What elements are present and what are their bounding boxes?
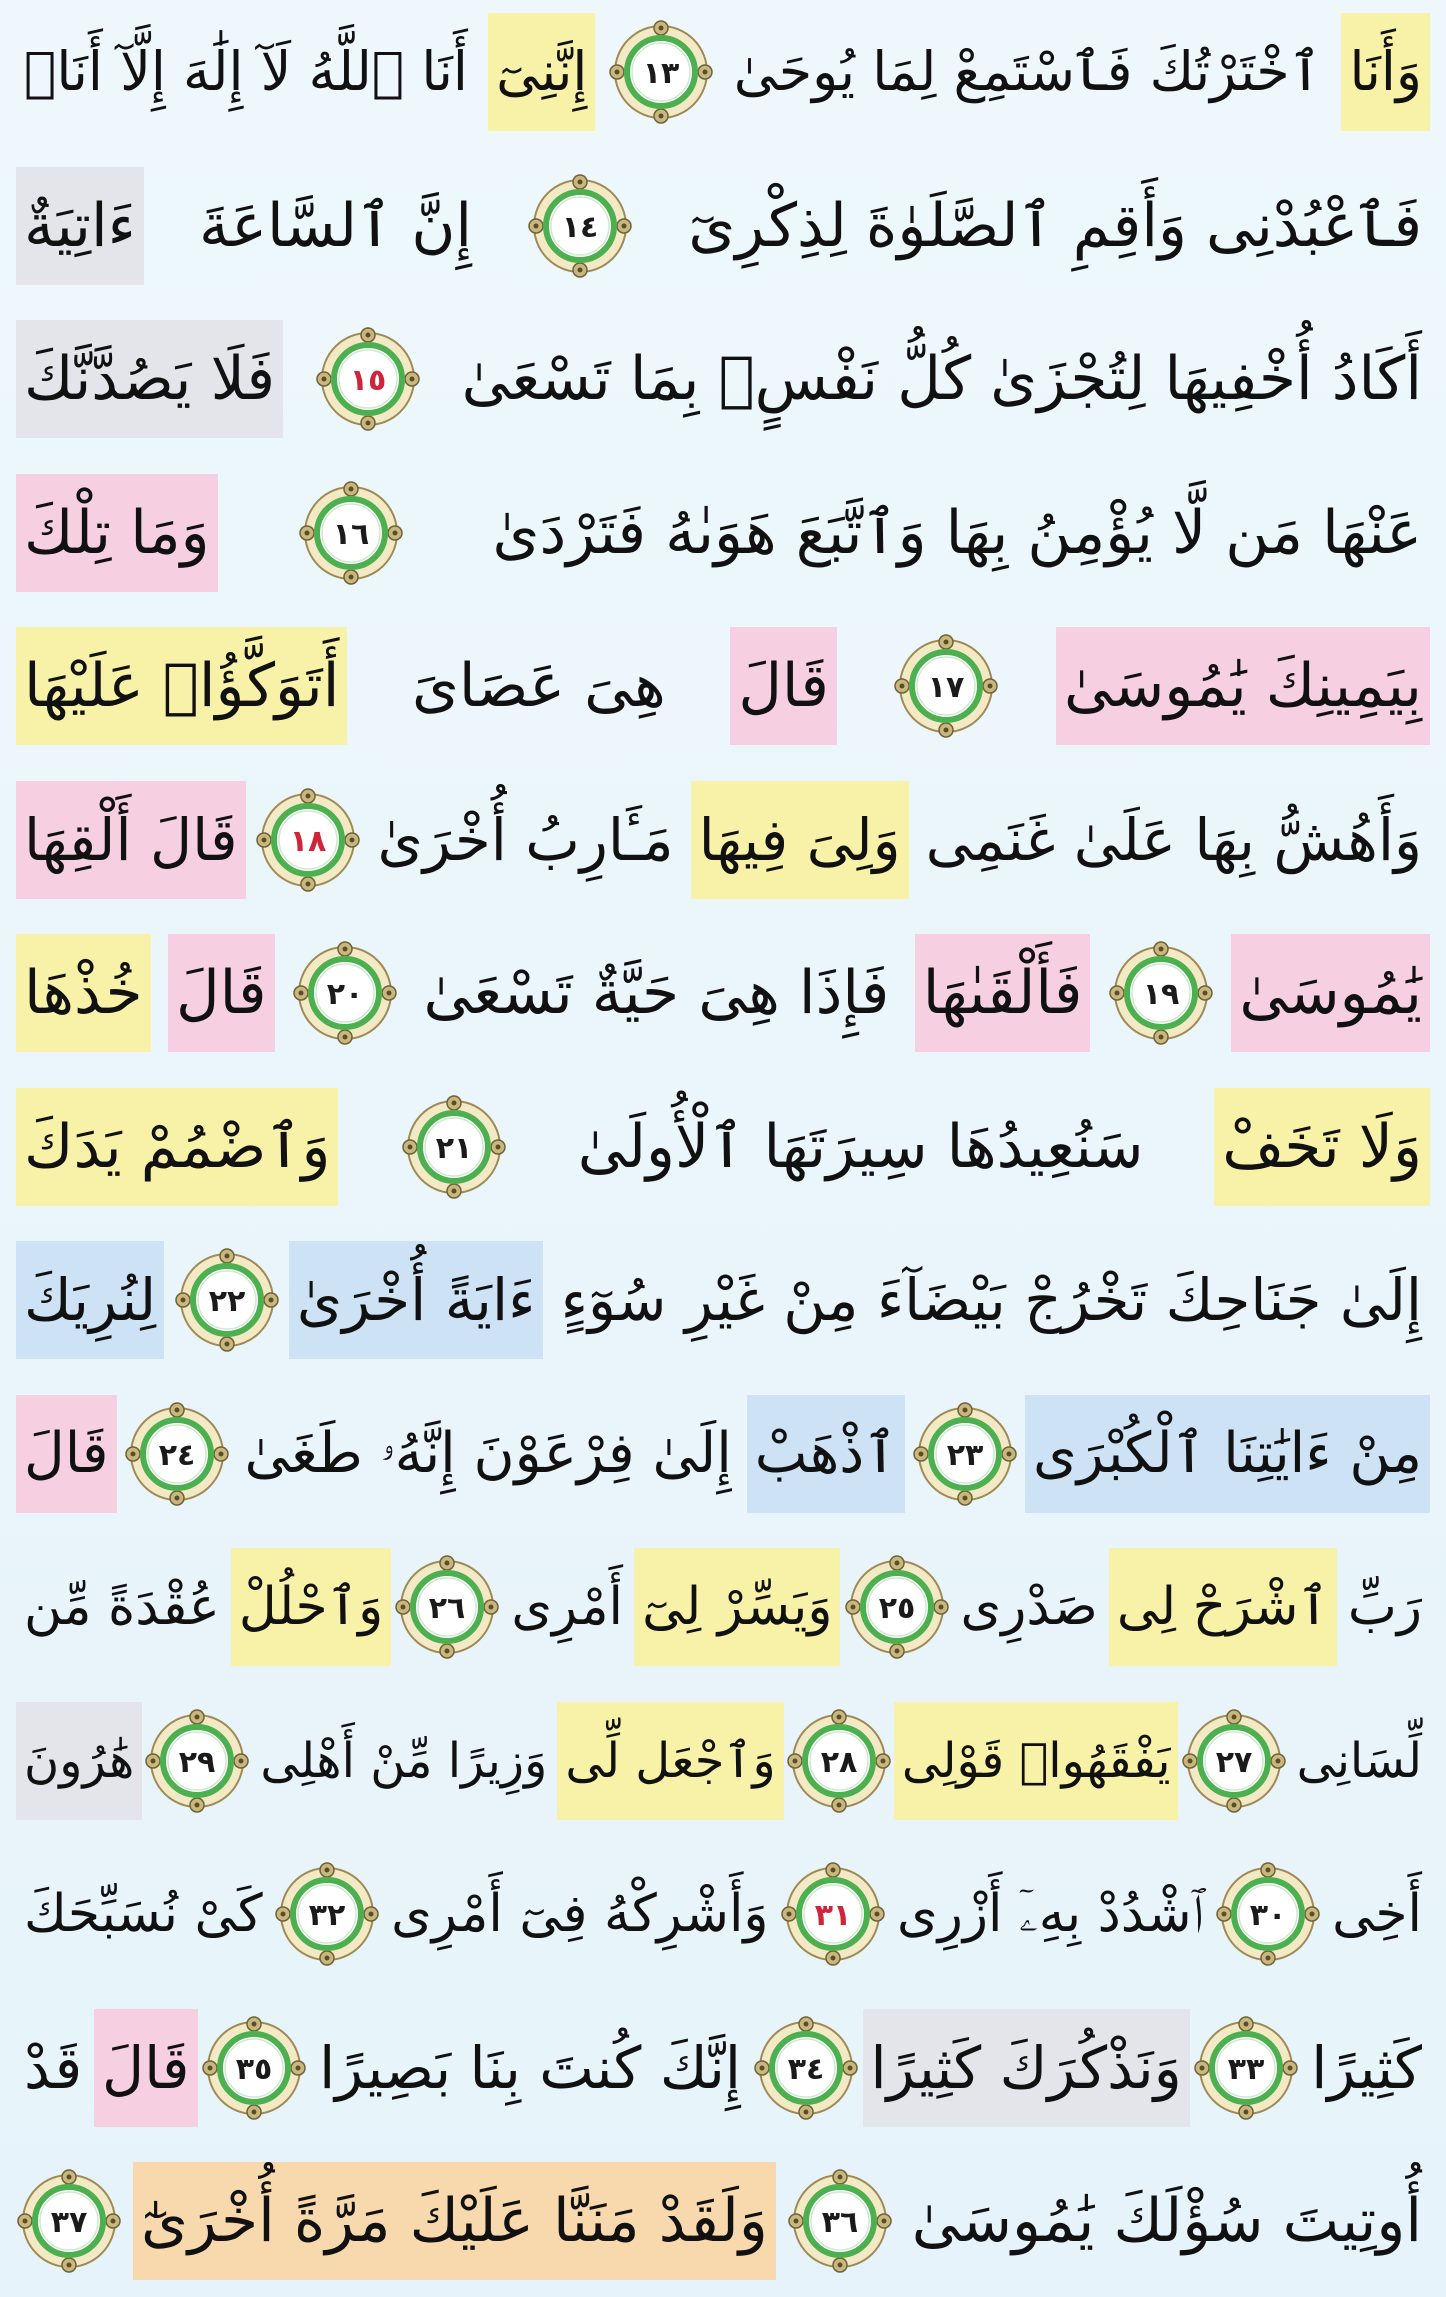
verse-text: فَإِذَا هِىَ حَيَّةٌ تَسْعَىٰ	[423, 958, 890, 1028]
ayah-number-marker	[201, 2015, 307, 2121]
ayah-number: ٢٩	[179, 1744, 216, 1780]
ayah-number-marker	[174, 1247, 280, 1353]
highlighted-word-group: لِنُرِيَكَ	[16, 1241, 164, 1359]
verse-text: إِلَىٰ فِرْعَوْنَ إِنَّهُۥ طَغَىٰ	[244, 1420, 732, 1486]
ayah-number: ١٥	[350, 363, 387, 398]
highlighted-word-group: بِيَمِينِكَ يَٰمُوسَىٰ	[1056, 627, 1430, 745]
verse-line	[16, 2000, 1430, 2136]
ayah-number-marker	[274, 1861, 380, 1967]
verse-line	[16, 1539, 1430, 1675]
ayah-number: ٣١	[814, 1898, 852, 1933]
verse-text: أَمْرِى	[511, 1577, 624, 1637]
ayah-number-marker	[292, 940, 398, 1046]
highlighted-word-group: خُذْهَا	[16, 934, 151, 1052]
verse-text: أَنَا ٱللَّهُ لَآ إِلَٰهَ إِلَّآ أَنَا۠	[24, 40, 468, 103]
highlighted-word-group: فَأَلْقَىٰهَا	[915, 934, 1091, 1052]
highlighted-word-group: قَالَ	[94, 2009, 198, 2127]
ayah-number-marker	[1181, 1708, 1287, 1814]
ayah-number-marker	[394, 1554, 500, 1660]
highlighted-word-group: مِنْ ءَايَٰتِنَا ٱلْكُبْرَى	[1025, 1395, 1430, 1513]
highlighted-word-group: ءَاتِيَةٌ	[16, 167, 144, 285]
highlighted-word-group: ٱشْرَحْ لِى	[1109, 1548, 1337, 1666]
verse-line	[16, 2153, 1430, 2289]
highlighted-word-group: قَالَ أَلْقِهَا	[16, 781, 246, 899]
highlighted-word-group: وَٱجْعَل لِّى	[557, 1702, 783, 1820]
ayah-number: ٣٦	[821, 2205, 859, 2240]
ayah-number: ١٣	[642, 56, 679, 91]
verse-text: وَأَشْرِكْهُ فِىٓ أَمْرِى	[391, 1884, 769, 1944]
verse-text: إِلَىٰ جَنَاحِكَ تَخْرُجْ بَيْضَآءَ مِنْ غَيْرِ سُوٓءٍ	[560, 1266, 1422, 1334]
verse-text: مَـَٔارِبُ أُخْرَىٰ	[377, 805, 674, 874]
ayah-number-marker	[787, 2168, 893, 2274]
ayah-number: ٢٨	[820, 1744, 858, 1780]
ayah-number: ٣٣	[1228, 2051, 1265, 2087]
verse-line	[16, 772, 1430, 908]
highlighted-word-group: قَالَ	[730, 627, 837, 745]
ayah-number-marker	[124, 1401, 230, 1507]
verse-line	[16, 1693, 1430, 1829]
ayah-number-marker	[1108, 940, 1214, 1046]
ayah-number-marker	[1193, 2015, 1299, 2121]
ayah-number-marker	[16, 2168, 122, 2274]
ayah-number-marker	[1215, 1861, 1321, 1967]
ayah-number: ٣٢	[308, 1898, 346, 1933]
highlighted-word-group: وَٱحْلُلْ	[231, 1548, 391, 1666]
verse-text: عَنْهَا مَن لَّا يُؤْمِنُ بِهَا وَٱتَّبَعَ هَوَىٰهُ فَتَرْدَىٰ	[492, 497, 1422, 568]
verse-text: هِىَ عَصَاىَ	[411, 651, 666, 721]
verse-text: ٱخْتَرْتُكَ فَٱسْتَمِعْ لِمَا يُوحَىٰ	[733, 40, 1322, 103]
verse-text: عُقْدَةً مِّن	[24, 1577, 220, 1637]
ayah-number-marker	[401, 1094, 507, 1200]
verse-text: أَخِى	[1332, 1884, 1422, 1944]
verse-text: كَثِيرًا	[1311, 2033, 1422, 2102]
ayah-number-marker	[527, 173, 633, 279]
ayah-number-marker	[144, 1708, 250, 1814]
verse-text: وَزِيرًا مِّنْ أَهْلِى	[260, 1732, 548, 1789]
verse-text: أَكَادُ أُخْفِيهَا لِتُجْزَىٰ كُلُّ نَفْسٍۭ بِمَا تَسْعَىٰ	[461, 344, 1422, 414]
verse-line	[16, 158, 1430, 294]
verse-text: كَىْ نُسَبِّحَكَ	[24, 1884, 263, 1944]
verse-line	[16, 465, 1430, 601]
ayah-number-marker	[786, 1708, 892, 1814]
ayah-number-marker	[780, 1861, 886, 1967]
verse-text: لِّسَانِى	[1296, 1732, 1422, 1789]
ayah-number: ٢١	[435, 1130, 473, 1166]
highlighted-word-group: وَٱضْمُمْ يَدَكَ	[16, 1088, 338, 1206]
verse-line	[16, 1386, 1430, 1522]
ayah-number: ٣٧	[50, 2205, 88, 2240]
verse-line	[16, 1079, 1430, 1215]
ayah-number: ٣٠	[1249, 1898, 1287, 1933]
ayah-number: ٢٣	[946, 1437, 984, 1473]
ayah-number: ١٨	[289, 823, 326, 859]
ayah-number: ٣٤	[787, 2051, 825, 2087]
highlighted-word-group: ٱذْهَبْ	[747, 1395, 905, 1513]
highlighted-word-group: وَلَقَدْ مَنَنَّا عَلَيْكَ مَرَّةً أُخْرَىٰٓ	[133, 2162, 776, 2280]
ayah-number: ٢٤	[158, 1437, 195, 1473]
verse-text: إِنَّ ٱلسَّاعَةَ	[199, 190, 473, 261]
verse-text: ٱشْدُدْ بِهِۦٓ أَزْرِى	[897, 1884, 1204, 1944]
verse-text: سَنُعِيدُهَا سِيرَتَهَا ٱلْأُولَىٰ	[577, 1111, 1144, 1182]
highlighted-word-group: وَيَسِّرْ لِىٓ	[634, 1548, 840, 1666]
ayah-number-marker	[844, 1554, 950, 1660]
verse-text: إِنَّكَ كُنتَ بِنَا بَصِيرًا	[319, 2033, 741, 2102]
ayah-number: ٣٥	[235, 2051, 273, 2087]
highlighted-word-group: قَالَ	[168, 934, 275, 1052]
highlighted-word-group: وَأَنَا	[1341, 13, 1430, 131]
verse-line	[16, 925, 1430, 1061]
verse-line	[16, 618, 1430, 754]
ayah-number: ١٧	[928, 670, 965, 705]
highlighted-word-group: فَلَا يَصُدَّنَّكَ	[16, 320, 283, 438]
highlighted-word-group: وَلِىَ فِيهَا	[691, 781, 909, 899]
highlighted-word-group: قَالَ	[16, 1395, 117, 1513]
highlighted-word-group: إِنَّنِىٓ	[488, 13, 595, 131]
highlighted-word-group: هَٰرُونَ	[16, 1702, 142, 1820]
ayah-number-marker	[608, 19, 714, 125]
ayah-number: ١٩	[1142, 977, 1180, 1012]
ayah-number: ٢٢	[208, 1284, 245, 1319]
ayah-number: ١٤	[561, 209, 599, 245]
verse-line	[16, 1232, 1430, 1368]
ayah-number: ١٦	[332, 516, 370, 552]
highlighted-word-group: يَفْقَهُوا۟ قَوْلِى	[894, 1702, 1179, 1820]
highlighted-word-group: يَٰمُوسَىٰ	[1231, 934, 1430, 1052]
verse-text: رَبِّ	[1347, 1577, 1422, 1637]
highlighted-word-group: أَتَوَكَّؤُا۟ عَلَيْهَا	[16, 627, 347, 745]
ayah-number-marker	[298, 480, 404, 586]
ayah-number-marker	[753, 2015, 859, 2121]
ayah-number: ٢٧	[1215, 1744, 1252, 1780]
verse-text: وَأَهُشُّ بِهَا عَلَىٰ غَنَمِى	[925, 805, 1422, 874]
ayah-number-marker	[893, 633, 999, 739]
ayah-number: ٢٥	[878, 1591, 915, 1626]
verse-text: فَٱعْبُدْنِى وَأَقِمِ ٱلصَّلَوٰةَ لِذِكْرِىٓ	[688, 190, 1422, 261]
verse-line	[16, 1846, 1430, 1982]
ayah-number-marker	[255, 787, 361, 893]
verse-text: قَدْ	[24, 2033, 83, 2102]
ayah-number: ٢٠	[326, 977, 364, 1012]
highlighted-word-group: وَمَا تِلْكَ	[16, 474, 218, 592]
ayah-number-marker	[315, 326, 421, 432]
highlighted-word-group: وَلَا تَخَفْ	[1214, 1088, 1430, 1206]
verse-text: صَدْرِى	[960, 1577, 1098, 1637]
highlighted-word-group: ءَايَةً أُخْرَىٰ	[289, 1241, 543, 1359]
verse-line	[16, 4, 1430, 140]
ayah-number-marker	[912, 1401, 1018, 1507]
verse-text: أُوتِيتَ سُؤْلَكَ يَٰمُوسَىٰ	[911, 2186, 1422, 2256]
highlighted-word-group: وَنَذْكُرَكَ كَثِيرًا	[863, 2009, 1190, 2127]
ayah-number: ٢٦	[428, 1591, 466, 1626]
verse-line	[16, 311, 1430, 447]
